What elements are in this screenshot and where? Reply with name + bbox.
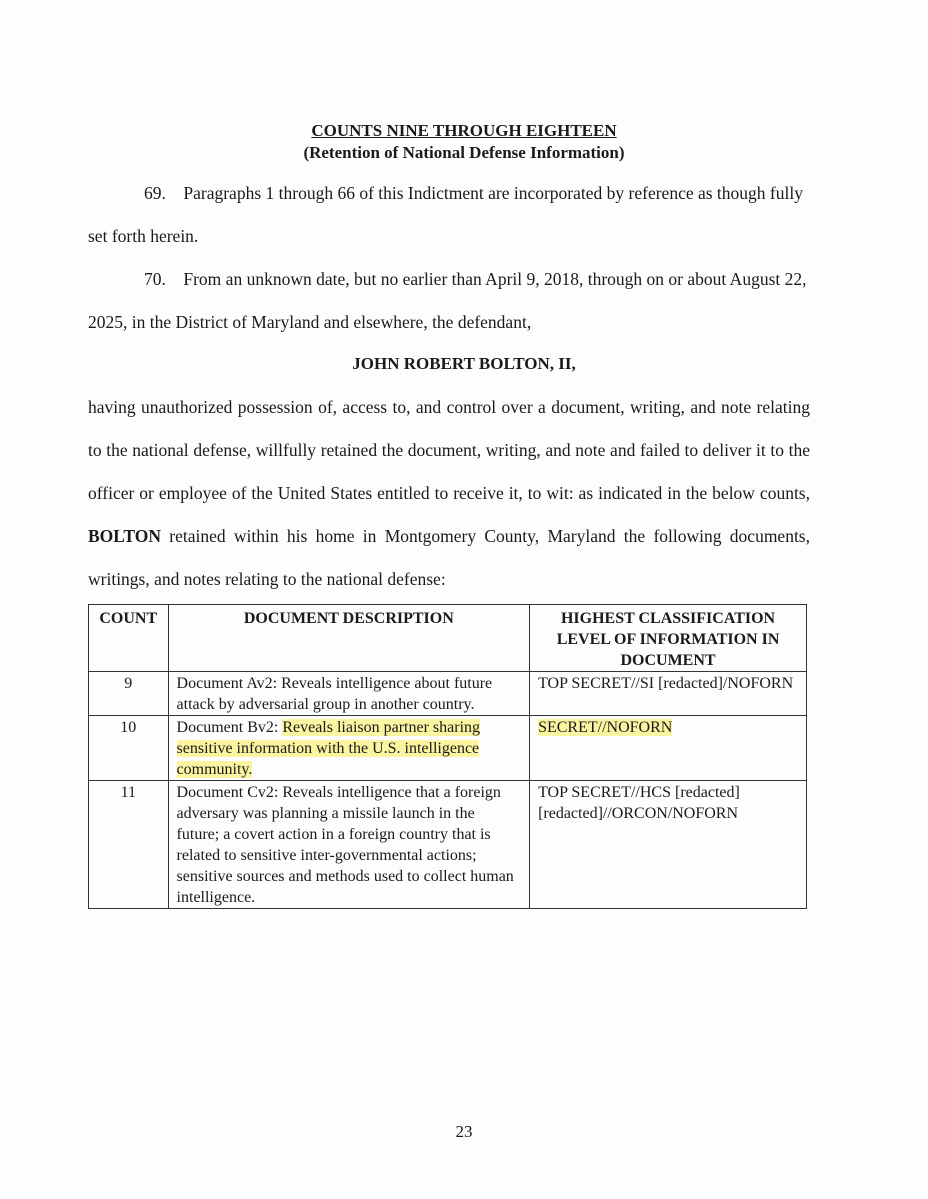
table-row	[89, 716, 807, 781]
description-cell	[168, 716, 530, 781]
page-number: 23	[455, 1122, 473, 1141]
classification-cell	[530, 716, 807, 781]
description-cell: Document Cv2: Reveals intelligence that a foreign adversary was planning a missile launch in the future; a covert action in a foreign country that is related to sensitive inter-governmental actions; sensitive sources and methods used to collect human intelligence.	[168, 781, 530, 909]
defendant-name: JOHN ROBERT BOLTON, II,	[352, 354, 576, 373]
section-title: COUNTS NINE THROUGH EIGHTEEN	[311, 121, 617, 140]
highlighted-classification: SECRET//NOFORN	[538, 719, 673, 736]
paragraph-69: 69. Paragraphs 1 through 66 of this Indictment are incorporated by reference as though fully set forth herein.	[88, 183, 803, 246]
header-classification: HIGHEST CLASSIFICATION LEVEL OF INFORMATION IN DOCUMENT	[530, 605, 807, 672]
paragraph-70: 70. From an unknown date, but no earlier than April 9, 2018, through on or about August 22, 2025, in the District of Maryland and elsewhere, the defendant,	[88, 269, 807, 332]
count-cell: 11	[89, 781, 169, 909]
defendant-surname: BOLTON	[88, 526, 161, 546]
retention-text-start: having unauthorized possession of, access to, and control over a document, writing, and note relating to the national defense, willfully retained the document, writing, and note and failed to deliver it to the officer or employee of the United States entitled to receive it, to wit: as indicated in the below counts,	[88, 397, 810, 503]
count-cell: 10	[89, 716, 169, 781]
paragraph-retention	[88, 386, 810, 601]
table-row	[89, 781, 807, 909]
table-row	[89, 672, 807, 716]
table-header-row	[89, 605, 807, 672]
classification-cell: TOP SECRET//SI [redacted]/NOFORN	[530, 672, 807, 716]
header-description: DOCUMENT DESCRIPTION	[168, 605, 530, 672]
description-cell: Document Av2: Reveals intelligence about future attack by adversarial group in another country.	[168, 672, 530, 716]
counts-table	[88, 604, 807, 909]
retention-text-end: retained within his home in Montgomery County, Maryland the following documents, writings, and notes relating to the national defense:	[88, 526, 810, 589]
count-cell: 9	[89, 672, 169, 716]
header-count: COUNT	[89, 605, 169, 672]
section-subtitle: (Retention of National Defense Information)	[303, 143, 625, 162]
highlighted-text: Reveals liaison partner sharing sensitive information with the U.S. intelligence community.	[176, 719, 481, 778]
description-prefix: Document Bv2:	[176, 719, 283, 736]
classification-cell: TOP SECRET//HCS [redacted] [redacted]//ORCON/NOFORN	[530, 781, 807, 909]
